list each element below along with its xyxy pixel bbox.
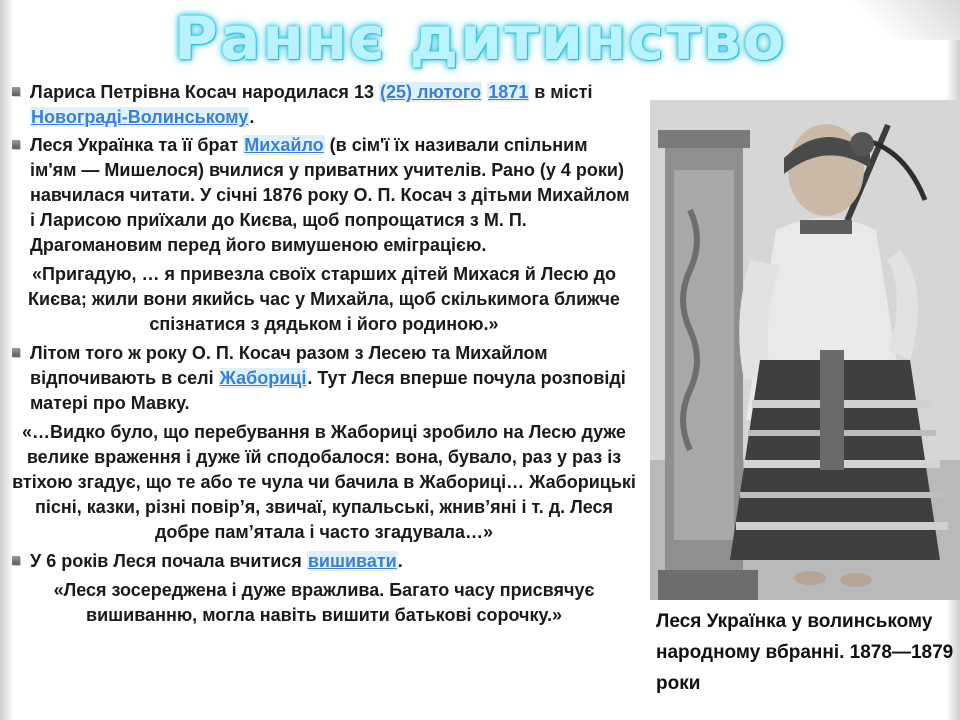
bullet-text — [30, 135, 630, 255]
bullet-text — [30, 551, 403, 571]
portrait-illustration — [650, 100, 960, 600]
quote-embroidery: «Леся зосереджена і дуже вражлива. Багато часу присвячує вишиванню, могла навіть вишити батькові сорочку.» — [53, 580, 595, 625]
quote-kyiv: «Пригадую, … я привезла своїх старших дітей Михася й Лесю до Києва; жили вони якийсь час у Михайла, щоб скількимога ближче спізнатися з дядьком і його родиною.» — [28, 264, 620, 334]
link-date[interactable]: (25) лютого — [379, 82, 482, 102]
slide-title: Раннє дитинство — [173, 4, 787, 74]
quote-zhaborytsia: «…Видко було, що перебування в Жабориці зробило на Лесю дуже велике враження і дуже їй сподобалося: вона, бувало, раз у раз із втіхою згадує, що те або те чула чи бачила в Жабориці… Жаборицькі пісні, казки, різні повір’я, звичаї, купальські, жнив’яні і т. д. Леся добре пам’ятала і часто згадувала…» — [12, 422, 636, 542]
link-city[interactable]: Новограді-Волинському — [31, 107, 249, 127]
photo-caption: Леся Українка у волинському народному вбранні. 1878—1879 роки — [656, 611, 954, 694]
text-run: (в сім'ї їх називали спільним ім'ям — Мишелося) вчилися у приватних учителів. Рано (у 4 роки) навчилася читати. У січні 1876 року О. П. Косач з дітьми Михайлом і Ларисою приїхали до Києва, щоб попрощатися з М. П. Драгомановим перед його вимушеною еміграцією. — [30, 135, 630, 255]
bullet-marker — [12, 348, 20, 357]
text-run: в місті — [529, 82, 593, 102]
bullet-text — [30, 82, 592, 127]
portrait-photo — [650, 100, 960, 600]
text-run: . Тут Леся вперше почула розповіді матері про Мавку. — [30, 368, 626, 413]
link-embroidery[interactable]: вишивати — [307, 551, 397, 571]
bullet-embroidery — [10, 549, 638, 574]
link-mykhailo[interactable]: Михайло — [244, 135, 324, 155]
text-run: Лариса Петрівна Косач народилася 13 — [30, 82, 379, 102]
text-run: У 6 років Леся почала вчитися — [30, 551, 307, 571]
bullet-zhaborytsia — [10, 341, 638, 416]
text-run: . — [249, 107, 255, 127]
bullet-brother — [10, 133, 638, 258]
bullet-marker — [12, 140, 20, 149]
bullet-marker — [12, 556, 20, 565]
text-run: . — [397, 551, 403, 571]
bullet-birth — [10, 80, 638, 130]
link-year[interactable]: 1871 — [488, 82, 529, 102]
link-zhaborytsia[interactable]: Жабориці — [219, 368, 307, 388]
text-run: Літом того ж року О. П. Косач разом з Лесею та Михайлом відпочивають в селі — [30, 343, 548, 388]
slide-content — [10, 80, 638, 632]
bullet-marker — [12, 87, 20, 96]
bullet-text — [30, 343, 626, 413]
text-run: Леся Українка та її брат — [30, 135, 244, 155]
